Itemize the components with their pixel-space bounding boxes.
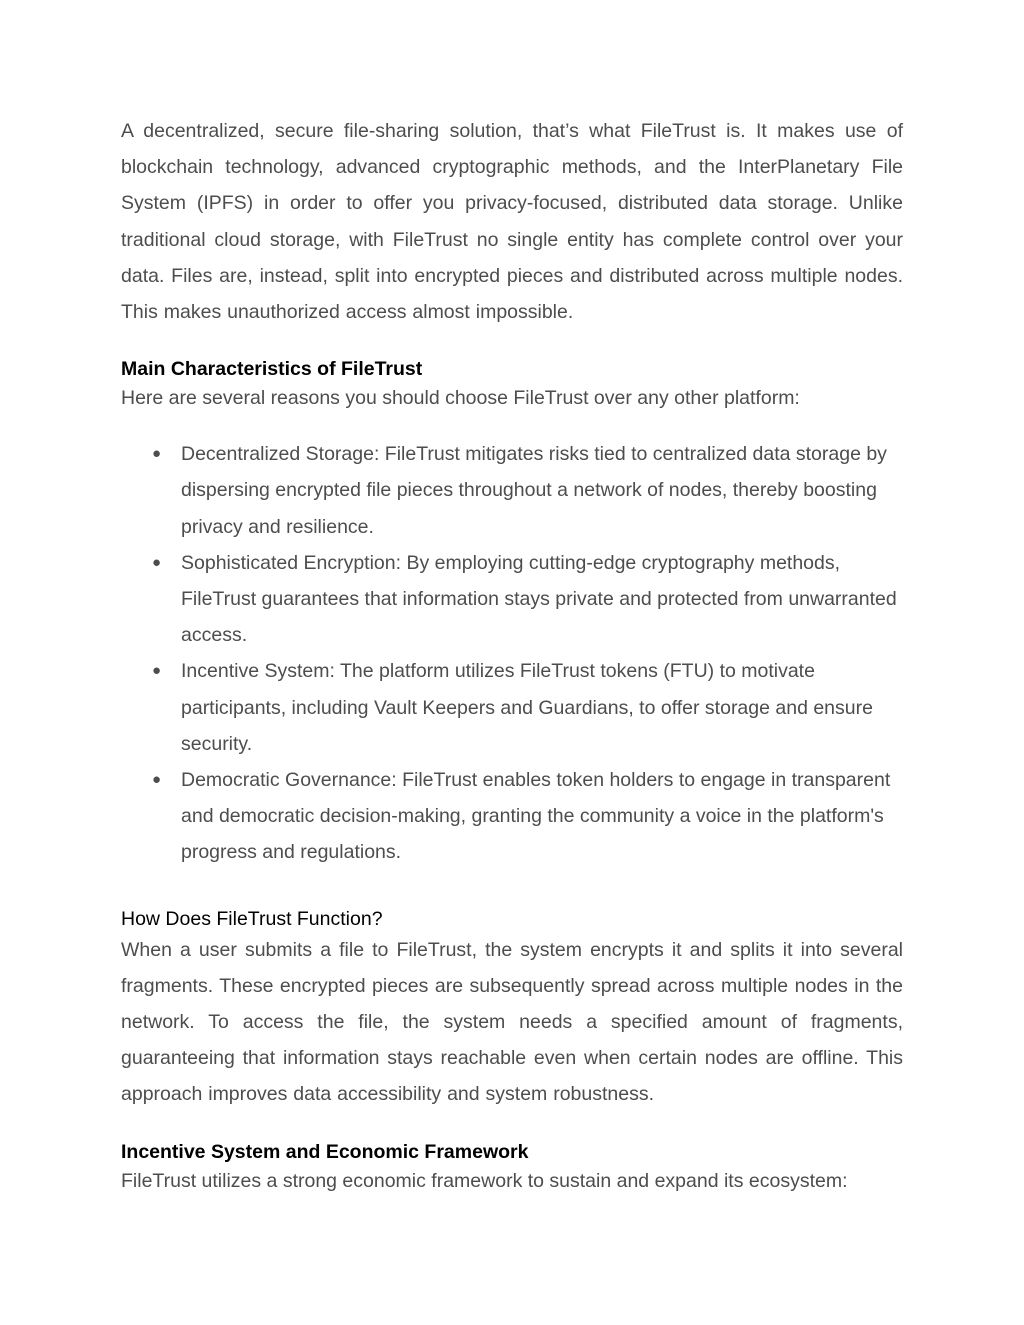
list-item-decentralized-storage [121,436,903,545]
list-item-encryption [121,545,903,654]
list-item-text: Democratic Governance: FileTrust enables token holders to engage in transparent and democratic decision-making, granting the community a voice in the platform's progress and regulations. [181,769,891,864]
bullet-icon: ● [152,771,162,789]
list-item-text: Decentralized Storage: FileTrust mitigates risks tied to centralized data storage by dispersing encrypted file pieces throughout a network of nodes, thereby boosting privacy and resilience. [181,443,887,538]
economics-paragraph: FileTrust utilizes a strong economic framework to sustain and expand its ecosystem: [121,1169,848,1192]
list-item-text: Sophisticated Encryption: By employing cutting-edge cryptography methods, FileTrust guarantees that information stays private and protected from unwarranted access. [181,551,897,647]
characteristics-heading: Main Characteristics of FileTrust [121,358,423,381]
bullet-icon: ● [152,662,162,680]
characteristics-lead: Here are several reasons you should choose FileTrust over any other platform: [121,387,800,410]
list-item-text: Incentive System: The platform utilizes FileTrust tokens (FTU) to motivate participants, including Vault Keepers and Guardians, to offer storage and ensure security. [181,660,873,755]
characteristics-list [121,436,903,870]
function-heading: How Does FileTrust Function? [121,907,383,930]
document-page [121,113,903,1197]
function-paragraph: When a user submits a file to FileTrust, the system encrypts it and splits it into several fragments. These encrypted pieces are subsequently spread across multiple nodes in the network. To access the file, the system needs a specified amount of fragments, guaranteeing that information stays reachable even when certain nodes are offline. This approach improves data accessibility and system robustness. [121,938,903,1106]
list-item-incentive-system [121,653,903,762]
economics-heading: Incentive System and Economic Framework [121,1140,529,1163]
bullet-icon: ● [152,445,162,463]
bullet-icon: ● [152,553,162,571]
intro-paragraph: A decentralized, secure file-sharing solution, that’s what FileTrust is. It makes use of blockchain technology, advanced cryptographic methods, and the InterPlanetary File System (IPFS) in order to offer you privacy-focused, distributed data storage. Unlike traditional cloud storage, with FileTrust no single entity has complete control over your data. Files are, instead, split into encrypted pieces and distributed across multiple nodes. This makes unauthorized access almost impossible. [121,120,903,324]
list-item-governance [121,762,903,871]
